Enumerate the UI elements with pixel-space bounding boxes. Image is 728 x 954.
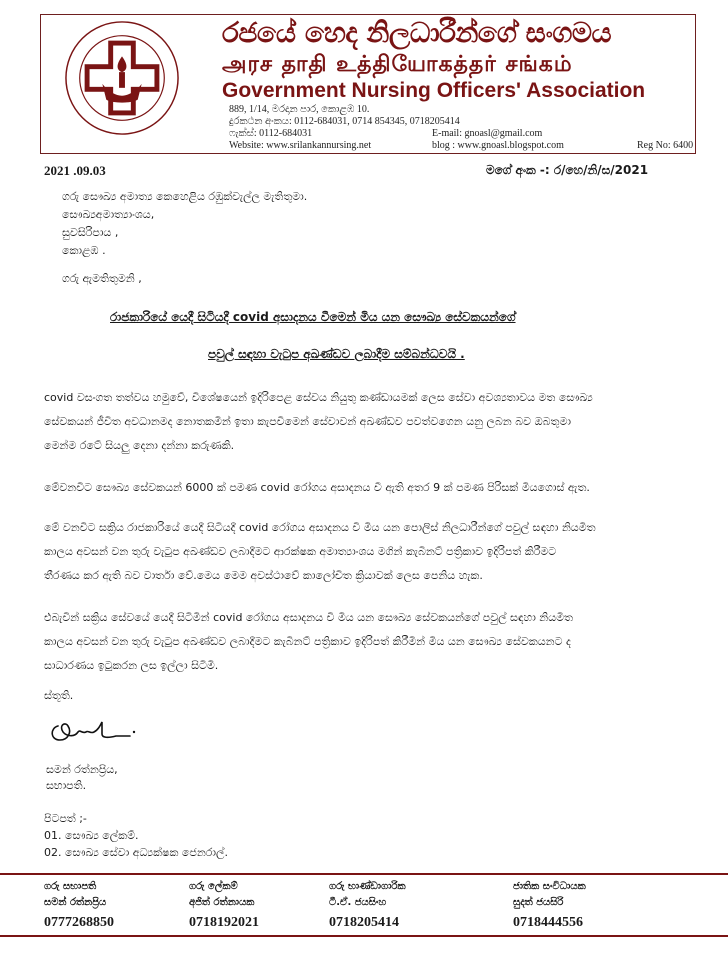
officer-name: සමන් රත්නප්‍රිය xyxy=(44,897,107,908)
footer-rule-top xyxy=(0,873,728,875)
officer-phone: 0718205414 xyxy=(329,915,399,930)
recipient-line: ගරු සෞඛ්‍ය අමාත්‍ය කෙහෙළිය රඹුක්වැල්ල මැතිතුමා. xyxy=(62,190,308,203)
paragraph-4-line: එබැවින් සක්‍රිය සේවයේ යෙදී සිටිමින් covid රෝගය අසාදනය වී මිය යන සෞඛ්‍ය සේවකයන්ගේ පවුල් සඳහා නියමිත xyxy=(44,611,573,624)
phone-numbers: දුරකථන අංකය: 0112-684031, 0714 854345, 0718205414 xyxy=(229,116,460,127)
salutation: ගරු ඇමතිතුමනි , xyxy=(62,272,142,285)
copy-item: 01. සෞඛ්‍ය ලේකම්. xyxy=(44,829,139,842)
association-logo xyxy=(63,19,181,137)
fax: ෆැක්ස්: 0112-684031 xyxy=(229,128,313,139)
officer-name: සුදත් ජයසිරි xyxy=(513,897,564,908)
subject-line-2: පවුල් සඳහා වැටුප අඛණ්ඩව ලබාදීම සම්බන්ධවයි . xyxy=(208,347,465,361)
recipient-line: කොළඹ . xyxy=(62,244,106,257)
paragraph-1-line: මෙන්ම රටේ සියලු දෙනා දන්නා කරුණකි. xyxy=(44,439,235,452)
recipient-line: සෞඛ්‍යඅමාත්‍යාංශය, xyxy=(62,208,155,221)
officer-name: ටී.ඒ. ජයසිංහ xyxy=(329,897,387,908)
association-name-english: Government Nursing Officers' Association xyxy=(222,79,646,102)
officer-role: ගරු ලේකම් xyxy=(189,881,238,892)
signer-name: සමන් රත්නප්‍රිය, xyxy=(46,763,118,776)
address: 889, 1/14, මරදාන පාර, කොළඹ 10. xyxy=(229,104,370,115)
paragraph-4-line: කාලය අවසන් වන තුරු වැටුප අඛණ්ඩව ලබාදීමට කැබිනට් පත්‍රිකාව ඉදිරිපත් කිරීමින් මිය යන සෞඛ්‍ය සේවකයනට ද xyxy=(44,635,571,648)
paragraph-3-line: තීරණය කර ඇති බව වාර්තා වේ.මෙය මෙම අවස්ථාවේ කාලෝචිත ක්‍රියාවක් ලෙස පෙනිය හැක. xyxy=(44,569,483,582)
paragraph-1-line: covid වසංගත තත්වය හමුවේ, විශේෂයෙන් ඉදිරිපෙළ සේවය නියුතු කණ්ඩායමක් ලෙස සේවා අවශ්‍යතාවය මත සෞඛ්‍ය xyxy=(44,391,593,404)
officer-role: ජාතික සංවිධායක xyxy=(513,881,586,892)
paragraph-2: මේවනවිට සෞඛ්‍ය සේවකයන් 6000 ක් පමණ covid රෝගය අසාදනය වී ඇති අතර 9 ක් පමණ පිරිසක් මියගොස් ඇත. xyxy=(44,481,590,494)
paragraph-4-line: සාධාරණය ඉටුකරන ලස ඉල්ලා සිටිමි. xyxy=(44,659,219,672)
website: Website: www.srilankannursing.net xyxy=(229,140,372,151)
blog: blog : www.gnoasl.blogspot.com xyxy=(432,140,564,151)
officer-phone: 0777268850 xyxy=(44,915,114,930)
copies-label: පිටපත් ;- xyxy=(44,812,87,825)
recipient-line: සුවසිරිපාය , xyxy=(62,226,119,239)
officer-phone: 0718444556 xyxy=(513,915,583,930)
registration-number: Reg No: 6400 xyxy=(637,140,694,151)
association-name-sinhala: රජයේ හෙද නිලධාරීන්ගේ සංගමය xyxy=(222,16,612,49)
footer-officer-organizer xyxy=(513,881,683,931)
officer-phone: 0718192021 xyxy=(189,915,259,930)
signer-title: සභාපති. xyxy=(46,779,87,792)
paragraph-3-line: කාලය අවසන් වන තුරු වැටුප අඛණ්ඩව ලබාදීමට ආරක්ෂක අමාත්‍යාංශය මගින් කැබිනට් පත්‍රිකාව ඉදිරිපත් කිරීමට xyxy=(44,545,557,558)
officer-role: ගරු භාණ්ඩාගාරික xyxy=(329,881,406,892)
officer-name: අජිත් රත්නායක xyxy=(189,897,255,908)
association-name-tamil: அரச தாதி உத்தியோகத்தர் சங்கம் xyxy=(222,52,573,77)
copy-item: 02. සෞඛ්‍ය සේවා අධ්‍යක්ෂක ජෙනරාල්. xyxy=(44,846,228,859)
footer-rule-bottom xyxy=(0,935,728,937)
handwritten-signature xyxy=(46,712,136,748)
subject-line-1: රාජකාරියේ යෙදී සිටියදී covid අසාදනය වීමෙන් මිය යන සෞඛ්‍ය සේවකයන්ගේ xyxy=(110,310,516,324)
email: E-mail: gnoasl@gmail.com xyxy=(432,128,543,139)
paragraph-3-line: මේ වනවිට සක්‍රිය රාජකාරියේ යෙදී සිටියදී covid රෝගය අසාදනය වී මිය යන පොලිස් නිලධාරීන්ගේ පවුල් සඳහා නියමිත xyxy=(44,521,596,534)
officer-role: ගරු සභාපති xyxy=(44,881,97,892)
letter-date: 2021 .09.03 xyxy=(44,163,106,178)
paragraph-1-line: සේවකයන් ජීවිත අවධානමද නොතකමින් ඉතා කැපවීමෙන් සේවාවන් අඛණ්ඩව පවත්වගෙන යනු ලබන බව ඔබතුමා xyxy=(44,415,571,428)
reference-number: මගේ අංක -: ර/හෙ/නි/ස/2021 xyxy=(486,163,649,177)
footer-officer-treasurer xyxy=(329,881,499,931)
closing: ස්තූති. xyxy=(44,689,74,702)
